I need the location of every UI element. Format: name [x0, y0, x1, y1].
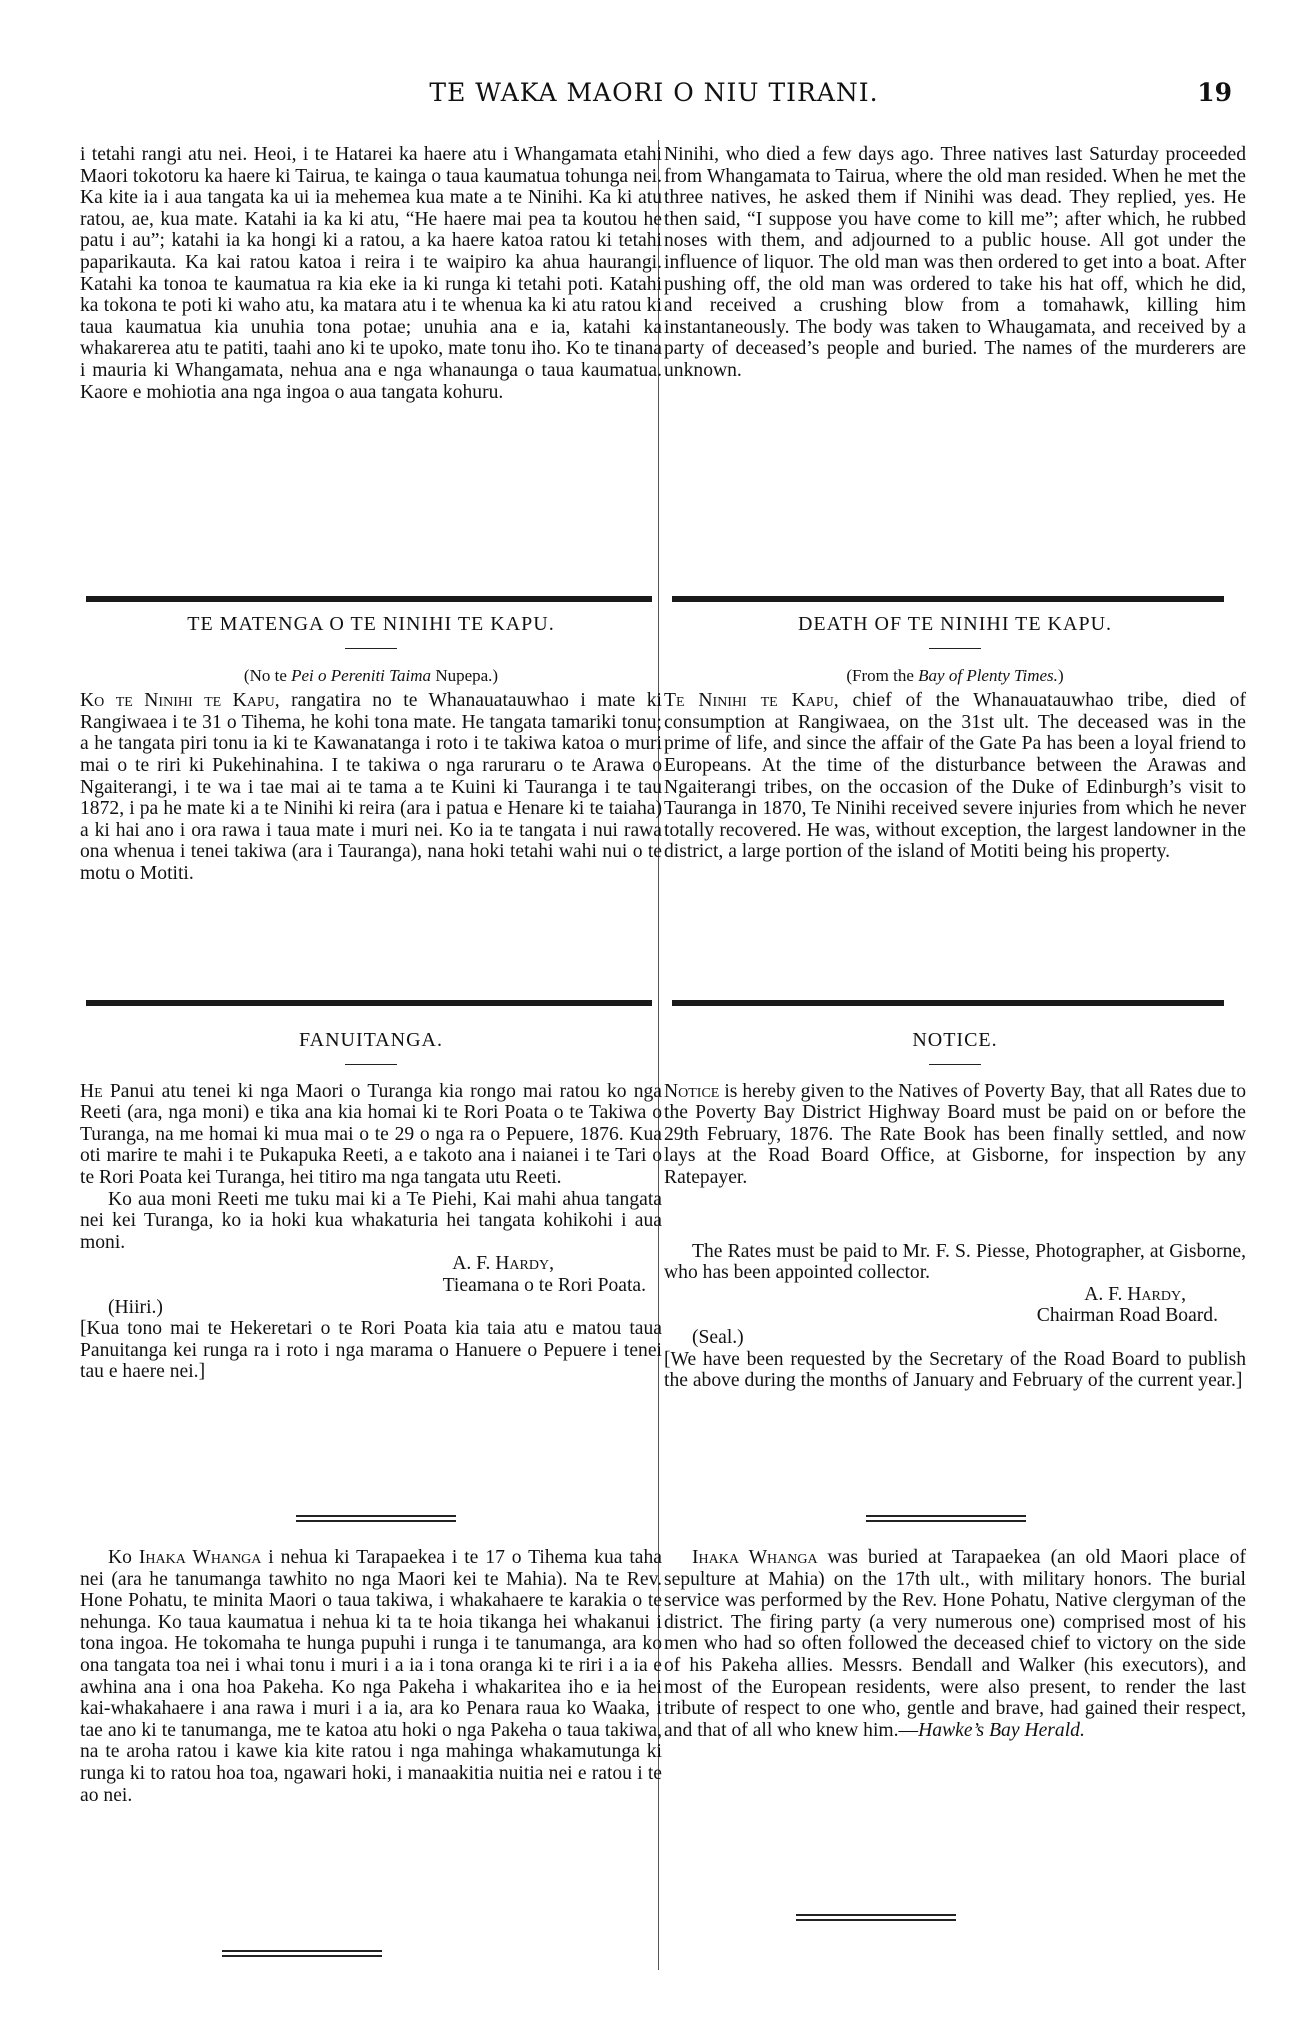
panuitanga-body-1: He Panui atu tenei ki nga Maori o Turanga kia rongo mai ratou ko nga Reeti (ara, nga moni) e tika ana kia homai ki te Rori Poata o te Takiwa o Turanga, na me homai ki mua mai o te 29 o nga ra o Pepuere, 1876. Kua oti marire te mahi i te Pukapuka Reeti, a e takoto ana i naianei i te Tari o te Rori Poata kei Turanga, hei titiro ma nga tangata utu Reeti. [80, 1080, 662, 1188]
death-article [664, 614, 1246, 863]
section-rule [86, 1000, 652, 1006]
maori-continuation-text: i tetahi rangi atu nei. Heoi, i te Hatarei ka haere atu i Whangamata etahi Maori tokotoru ka haere ki Tairua, te kainga o taua kaumatua tohunga nei. Ka kite ia i aua tangata ka ui ia mehemea kua mate a te Ninihi. Ka ki atu ratou, ae, kua mate. Katahi ia ka ki atu, “He haere mai pea ta koutou he patu i au”; katahi ia ka hongi ki a ratou, a ka haere katoa ratou ki tetahi paparikauta. Ka kai ratou katoa i reira i te waipiro ka ahua haurangi. Katahi ka tonoa te kaumatua ra kia eke ia ki runga ki tetahi poti. Katahi ka tokona te poti ki waho atu, ka matara atu i te whenua ka ki atu ratou ki taua kaumatua kia unuhia tona potae; unuhia ana e ia, katahi ka whakarerea atu te patiti, taahi ano ki te upoko, mate tonu iho. Ko te tinana i mauria ki Whangamata, nehua ana e nga whanaunga o taua kaumatua. Kaore e mohiotia ana nga ingoa o aua tangata kohuru. [80, 144, 662, 403]
notice-article [664, 1030, 1246, 1392]
matenga-source: (No te Pei o Pereniti Taima Nupepa.) [243, 665, 499, 685]
heading-rule [345, 648, 397, 649]
death-heading: DEATH OF TE NINIHI TE KAPU. [797, 613, 1113, 635]
ihaka-english-article [664, 1547, 1246, 1741]
maori-continuation [80, 144, 662, 403]
notice-note: [We have been requested by the Secretary of the Road Board to publish the above during the months of January and February of the current year.] [664, 1348, 1246, 1392]
matenga-article [80, 614, 662, 885]
death-source: (From the Bay of Plenty Times.) [846, 665, 1064, 685]
english-continuation-text: Ninihi, who died a few days ago. Three natives last Saturday proceeded from Whangamata to Tairua, where the old man resided. When he met the three natives, he asked them if Ninihi was dead. They replied, yes. He then said, “I suppose you have come to kill me”; after which, he rubbed noses with them, and adjourned to a public house. All got under the influence of liquor. The old man was then ordered to get into a boat. After pushing off, the old man was ordered to take his hat off, which he did, and received a crushing blow from a tomahawk, killing him instantaneously. The body was taken to Whaugamata, and received by a party of deceased’s people and buried. The names of the murderers are unknown. [664, 144, 1246, 381]
matenga-body: Ko te Ninihi te Kapu, rangatira no te Whanauatauwhao i mate ki Rangiwaea i te 31 o Tihema, he kohi tona mate. He tangata tamariki tonu; a he tangata piri tonu ia ki te Kawanatanga i roto i te takiwa katoa o muri mai o te riri ki Pukehinahina. I te takiwa o nga raruraru o te Arawa o Ngaiterangi, i te wa i tae mai ai te tama a te Kuini ki Tauranga i te tau 1872, i pa he mate ki a te Ninihi ki reira (ara i patua e Henare ki te taiaha) a ki hai ano i ora rawa i taua mate i muri nei. Ko ia te tangata i nui rawa ona whenua i tenei takiwa (ara i Tauranga), nana hoki tetahi wahi nui o te motu o Motiti. [80, 690, 662, 884]
notice-signature: A. F. Hardy, [1084, 1283, 1186, 1305]
notice-signature-title: Chairman Road Board. [1036, 1305, 1218, 1327]
matenga-heading: TE MATENGA O TE NINIHI TE KAPU. [187, 613, 555, 635]
double-rule [796, 1914, 956, 1921]
panuitanga-heading: FANUITANGA. [298, 1029, 444, 1051]
notice-seal: (Seal.) [692, 1326, 744, 1348]
heading-rule [929, 1064, 981, 1065]
double-rule [866, 1515, 1026, 1522]
matenga-lead: Ko te Ninihi te Kapu [80, 690, 275, 712]
notice-body-1: Notice is hereby given to the Natives of Poverty Bay, that all Rates due to the Poverty Bay District Highway Board must be paid on or before the 29th February, 1876. The Rate Book has been finally settled, and now lays at the Road Board Office, at Gisborne, for inspection by any Ratepayer. [664, 1080, 1246, 1188]
panuitanga-body-2: Ko aua moni Reeti me tuku mai ki a Te Piehi, Kai mahi ahua tangata nei kei Turanga, ko ia hoki kua whakaturia hei tangata kohikohi i aua moni. [80, 1188, 662, 1253]
panuitanga-signature: A. F. Hardy, [452, 1253, 554, 1275]
panuitanga-note: [Kua tono mai te Hekeretari o te Rori Poata kia taia atu e matou taua Panuitanga kei runga ra i roto i nga marama o Hanuere o Pepuere i tenei tau e haere nei.] [80, 1318, 662, 1383]
page-number: 19 [1197, 78, 1232, 107]
panuitanga-seal: (Hiiri.) [108, 1296, 163, 1318]
death-body: Te Ninihi te Kapu, chief of the Whanauatauwhao tribe, died of consumption at Rangiwaea, on the 31st ult. The deceased was in the prime of life, and since the affair of the Gate Pa has been a loyal friend to Europeans. At the time of the disturbance between the Arawas and Ngaiterangi tribes, on the occasion of the Duke of Edinburgh’s visit to Tauranga in 1870, Te Ninihi received severe injuries from which he never totally recovered. He was, without exception, the largest landowner in the district, a large portion of the island of Motiti being his property. [664, 690, 1246, 863]
double-rule [296, 1515, 456, 1522]
double-rule [222, 1950, 382, 1957]
notice-heading: NOTICE. [912, 1029, 998, 1051]
ihaka-maori-article [80, 1547, 662, 1806]
notice-body-2: The Rates must be paid to Mr. F. S. Piesse, Photographer, at Gisborne, who has been appointed collector. [664, 1240, 1246, 1284]
masthead [0, 78, 1308, 118]
death-lead: Te Ninihi te Kapu [664, 690, 834, 712]
english-continuation [664, 144, 1246, 382]
section-rule [672, 1000, 1224, 1006]
panuitanga-article [80, 1030, 662, 1383]
ihaka-english-body: Ihaka Whanga was buried at Tarapaekea (an old Maori place of sepulture at Mahia) on the 17th ult., with military honors. The burial service was performed by the Rev. Hone Pohatu, Native clergyman of the district. The firing party (a very numerous one) comprised most of his men who had so often followed the deceased chief to victory on the side of his Pakeha allies. Messrs. Bendall and Walker (his executors), and most of the European residents, were also present, to render the last tribute of respect to one who, gentle and brave, had gained their respect, and that of all who knew him.—Hawke’s Bay Herald. [664, 1547, 1246, 1741]
newspaper-title: TE WAKA MAORI O NIU TIRANI. [429, 78, 879, 107]
heading-rule [345, 1064, 397, 1065]
section-rule [86, 596, 652, 602]
ihaka-maori-body: Ko Ihaka Whanga i nehua ki Tarapaekea i te 17 o Tihema kua taha nei (ara he tanumanga tawhito no nga Maori kei te Mahia). Na te Rev. Hone Pohatu, te minita Maori o taua takiwa, i whakahaere te karakia o te nehunga. Ko taua kaumatua i nehua ki ta te hoia tikanga hei whakanui i tona ingoa. He tokomaha te hunga pupuhi i runga i te tanumanga, ara ko ona tangata toa nei i whai tonu i muri i a ia i tona oranga ki te riri i a ia e awhina ana i ona hoa Pakeha. Ko nga Pakeha i whakaritea iho e ia hei kai-whakahaere i ana rawa i muri i a ia, ara ko Penara raua ko Waaka, i tae ano ki te tanumanga, me te katoa atu hoki o nga Pakeha o taua takiwa, na te aroha ratou i kawe kia kite ratou i nga mahinga whakamutunga ki runga ki to ratou hoa toa, ngawari hoki, i manaakitia nuitia nei e ratou i te ao nei. [80, 1547, 662, 1806]
section-rule [672, 596, 1224, 602]
heading-rule [929, 648, 981, 649]
panuitanga-signature-title: Tieamana o te Rori Poata. [442, 1274, 646, 1296]
